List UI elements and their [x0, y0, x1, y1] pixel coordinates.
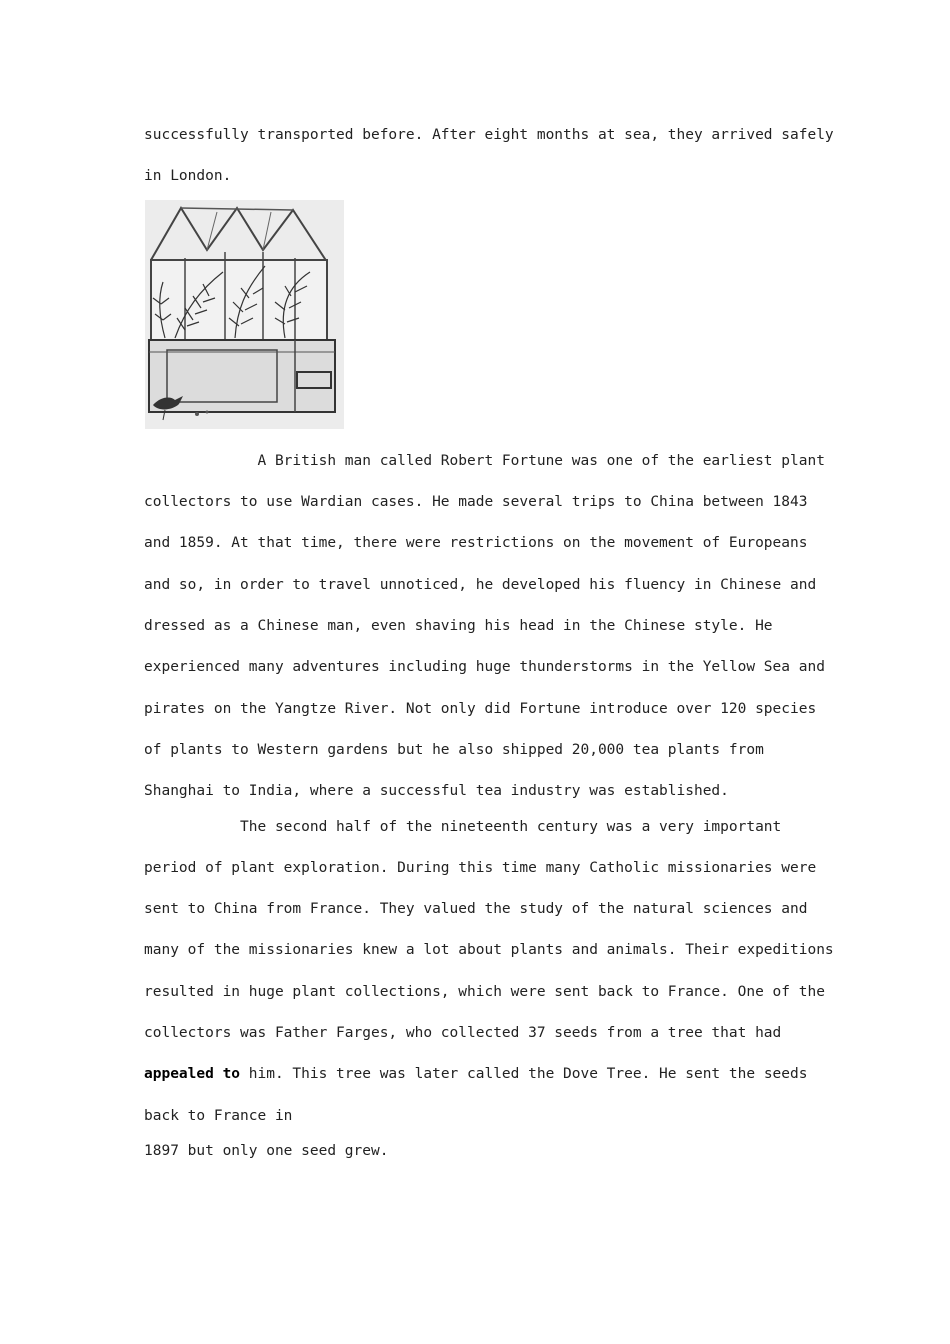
text-line	[144, 1066, 807, 1082]
wardian-case-illustration	[145, 200, 344, 429]
text-line: A British man called Robert Fortune was one of the earliest plant	[144, 453, 825, 469]
text-line: The second half of the nineteenth century was a very important	[144, 819, 782, 835]
text-line: collectors to use Wardian cases. He made several trips to China between 1843	[144, 494, 808, 510]
wardian-case-icon	[145, 200, 344, 429]
text-line: collectors was Father Farges, who collected 37 seeds from a tree that had	[144, 1025, 782, 1041]
text-line: back to France in	[144, 1108, 293, 1124]
text-line: successfully transported before. After eight months at sea, they arrived safely	[144, 127, 834, 143]
text-line: experienced many adventures including huge thunderstorms in the Yellow Sea and	[144, 659, 825, 675]
text-line: of plants to Western gardens but he also shipped 20,000 tea plants from	[144, 742, 764, 758]
text-line: many of the missionaries knew a lot about plants and animals. Their expeditions	[144, 942, 834, 958]
bold-phrase: appealed to	[144, 1066, 241, 1082]
text-span: him. This tree was later called the Dove Tree. He sent the seeds	[240, 1066, 808, 1082]
text-line: sent to China from France. They valued the study of the natural sciences and	[144, 901, 808, 917]
text-line: pirates on the Yangtze River. Not only did Fortune introduce over 120 species	[144, 701, 817, 717]
text-line: 1897 but only one seed grew.	[144, 1143, 389, 1159]
text-line: and so, in order to travel unnoticed, he developed his fluency in Chinese and	[144, 577, 817, 593]
text-line: Shanghai to India, where a successful tea industry was established.	[144, 783, 729, 799]
text-line: dressed as a Chinese man, even shaving his head in the Chinese style. He	[144, 618, 773, 634]
text-line: period of plant exploration. During this time many Catholic missionaries were	[144, 860, 817, 876]
text-line: in London.	[144, 168, 232, 184]
text-line: resulted in huge plant collections, which were sent back to France. One of the	[144, 984, 825, 1000]
text-line: and 1859. At that time, there were restrictions on the movement of Europeans	[144, 535, 808, 551]
